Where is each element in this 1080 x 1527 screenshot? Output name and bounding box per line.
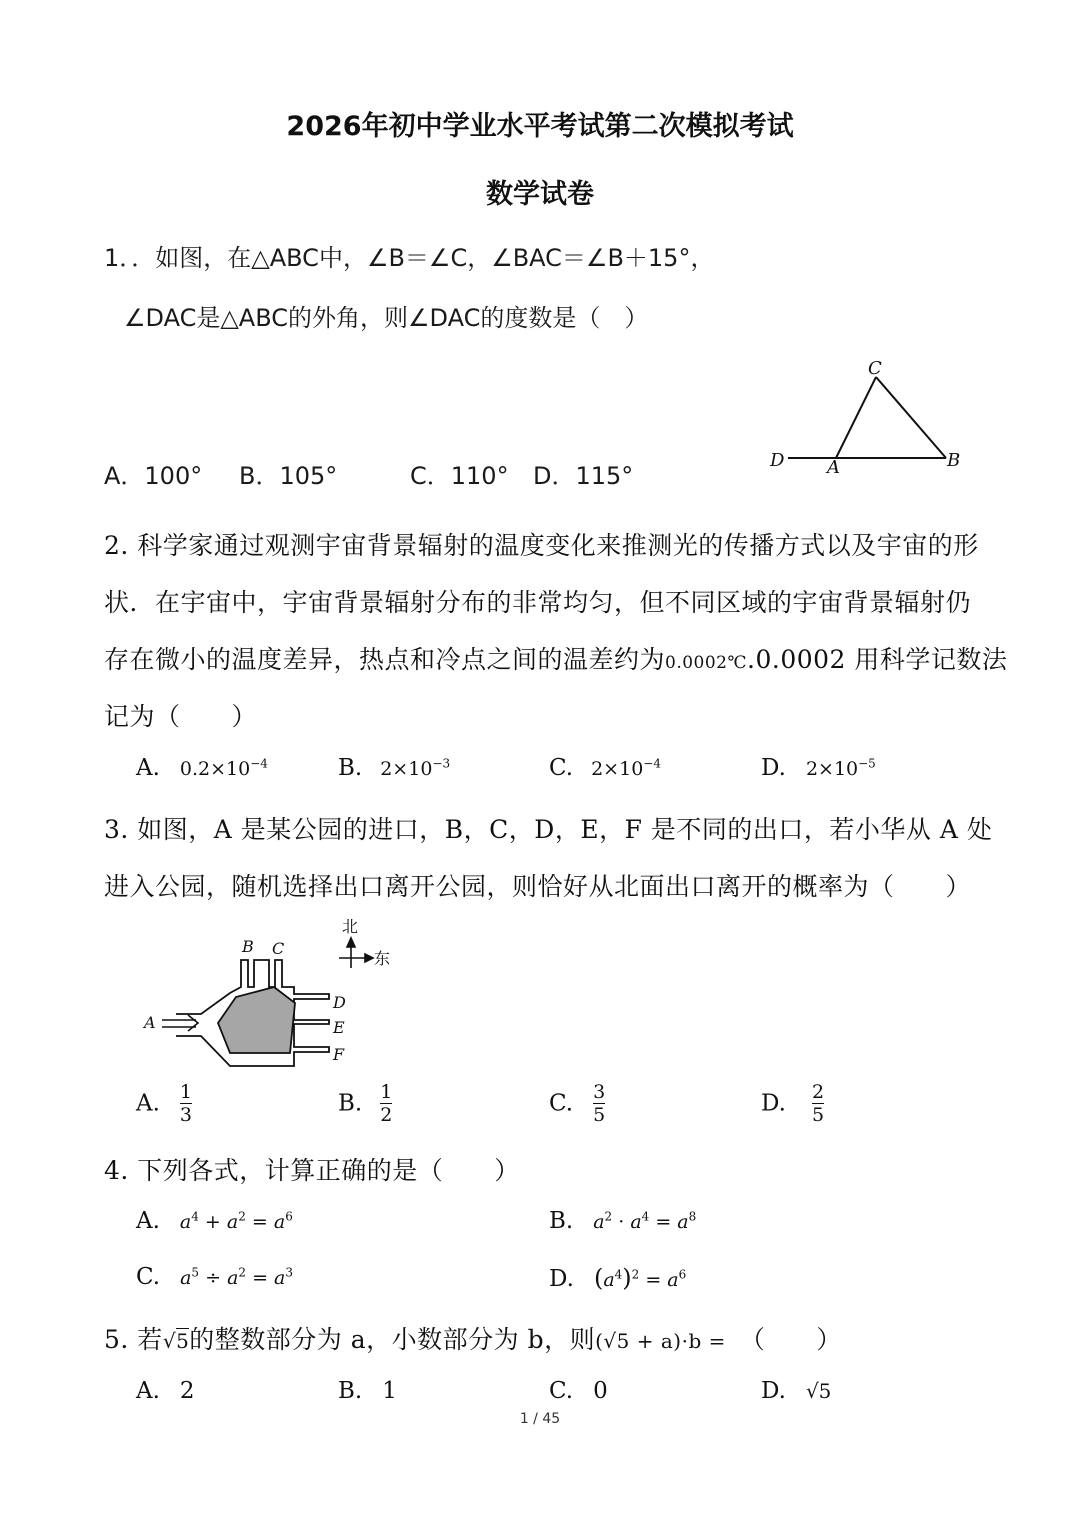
q5-option-a-value: 2	[179, 1378, 195, 1404]
q3-north-label: 北	[342, 917, 359, 936]
q5-option-a: A. 2	[136, 1378, 195, 1404]
q1-label-d: D	[770, 450, 785, 471]
q5-option-b: B. 1	[338, 1378, 397, 1404]
q3-east-label: 东	[374, 949, 391, 968]
q4-option-d: D. $(a^4)^2 = a^6$	[549, 1264, 687, 1292]
q2-line2: 状．在宇宙中，宇宙背景辐射分布的非常均匀，但不同区域的宇宙背景辐射仍	[104, 588, 972, 617]
q3-option-b-letter: B.	[338, 1090, 363, 1117]
q2-option-c	[549, 755, 661, 781]
q1-side-ac	[836, 377, 876, 458]
q3-option-b-fraction: $\frac{1}{2}$	[380, 1081, 393, 1126]
page-number: 1 / 45	[519, 1411, 561, 1427]
q1-option-b: B．105°	[239, 462, 338, 490]
q4-option-b-expr: $a^2 \cdot a^4 = a^8$	[593, 1209, 697, 1233]
q1-label-c: C	[868, 358, 882, 379]
q4-option-c: C. $a^5 \div a^2 = a^3$	[136, 1264, 293, 1290]
q2-option-a-value: $0.2\times 10^{-4}$	[179, 756, 268, 780]
q4-option-c-expr: $a^5 \div a^2 = a^3$	[180, 1265, 293, 1289]
q2-option-b-letter: B.	[338, 755, 363, 781]
q1-triangle-figure	[760, 355, 980, 480]
q3-compass-east-arrow	[365, 954, 373, 962]
exam-title: 2026年初中学业水平考试第二次模拟考试	[286, 111, 794, 142]
q2-option-b	[338, 755, 450, 781]
q3-line2: 进入公园，随机选择出口离开公园，则恰好从北面出口离开的概率为（ ）	[104, 872, 972, 901]
q3-option-a	[136, 1082, 192, 1125]
q1-line1: 1．．如图，在△ABC中，∠B＝∠C，∠BAC＝∠B＋15°，	[104, 244, 715, 272]
q5-sqrt-inline: √5	[162, 1329, 190, 1353]
q5-expression: (√5 + a)·b =	[595, 1329, 726, 1353]
q3-option-d	[761, 1082, 824, 1125]
q3-option-d-letter: D.	[761, 1090, 786, 1117]
q5-option-c-value: 0	[593, 1378, 608, 1404]
q3-option-b	[338, 1082, 392, 1125]
q4-option-b: B. $a^2 \cdot a^4 = a^8$	[549, 1208, 697, 1234]
q5-option-c: C. 0	[549, 1378, 608, 1404]
q3-line1: 3. 如图，A 是某公园的进口，B，C，D，E，F 是不同的出口，若小华从 A 处	[104, 815, 993, 844]
q4-option-a-expr: $a^4 + a^2 = a^6$	[179, 1209, 293, 1233]
q2-option-d-value: $2\times 10^{-5}$	[805, 756, 876, 780]
exam-subtitle: 数学试卷	[486, 179, 594, 210]
q3-option-c	[549, 1082, 605, 1125]
q1-label-b: B	[947, 450, 961, 471]
q2-line3	[104, 640, 1007, 676]
q3-label-b: B	[242, 937, 254, 956]
q5-line1	[104, 1320, 842, 1356]
q5-text-b: 的整数部分为 a，小数部分为 b，则	[189, 1325, 596, 1354]
q1-label-a: A	[827, 457, 840, 478]
q3-label-f: F	[333, 1045, 345, 1064]
q2-option-c-value: $2\times 10^{-4}$	[591, 756, 661, 780]
q2-inline-value: 0.0002℃	[665, 653, 748, 673]
q1-option-d: D．115°	[533, 462, 634, 490]
q3-option-a-letter: A.	[136, 1090, 160, 1117]
q2-line4: 记为（ ）	[104, 702, 258, 731]
q2-option-d	[761, 755, 876, 781]
q3-option-c-letter: C.	[549, 1090, 574, 1117]
q3-compass-north-arrow	[347, 938, 355, 947]
q1-option-c: C．110°	[410, 462, 509, 490]
q2-option-d-letter: D.	[761, 755, 786, 781]
q5-text-a: 5. 若	[104, 1325, 163, 1354]
q3-park-figure	[140, 910, 410, 1075]
q3-option-a-fraction: $\frac{1}{3}$	[179, 1081, 193, 1126]
q5-option-d-value: √5	[805, 1379, 832, 1403]
q3-park-center	[218, 987, 295, 1053]
q2-line1: 2. 科学家通过观测宇宙背景辐射的温度变化来推测光的传播方式以及宇宙的形	[104, 531, 979, 560]
q4-line1: 4. 下列各式，计算正确的是（ ）	[104, 1156, 520, 1185]
q4-option-d-expr: $(a^4)^2 = a^6$	[593, 1264, 687, 1292]
q5-option-b-value: 1	[382, 1378, 397, 1404]
q2-option-a	[136, 755, 268, 781]
q2-option-b-value: $2\times 10^{-3}$	[380, 756, 451, 780]
q2-option-a-letter: A.	[136, 755, 160, 781]
q3-label-e: E	[333, 1018, 345, 1037]
q3-label-a: A	[144, 1013, 156, 1032]
q1-line2: ∠DAC是△ABC的外角，则∠DAC的度数是（ ）	[124, 304, 649, 332]
q3-entrance-arrowhead	[188, 1015, 198, 1031]
q3-label-c: C	[272, 939, 285, 958]
q5-option-d: D. √5	[761, 1378, 832, 1404]
q4-option-a: A. $a^4 + a^2 = a^6$	[136, 1208, 293, 1234]
q3-label-d: D	[333, 993, 346, 1012]
q1-option-a: A．100°	[104, 462, 203, 490]
q1-side-cb	[876, 377, 946, 458]
q3-option-c-fraction: $\frac{3}{5}$	[593, 1081, 606, 1126]
q2-option-c-letter: C.	[549, 755, 574, 781]
q3-option-d-fraction: $\frac{2}{5}$	[811, 1081, 825, 1126]
q5-text-c: （ ）	[739, 1325, 842, 1354]
q2-line3-tail: .0.0002 用科学记数法	[747, 645, 1008, 674]
q2-line3-text: 存在微小的温度差异，热点和冷点之间的温差约为	[104, 645, 666, 674]
